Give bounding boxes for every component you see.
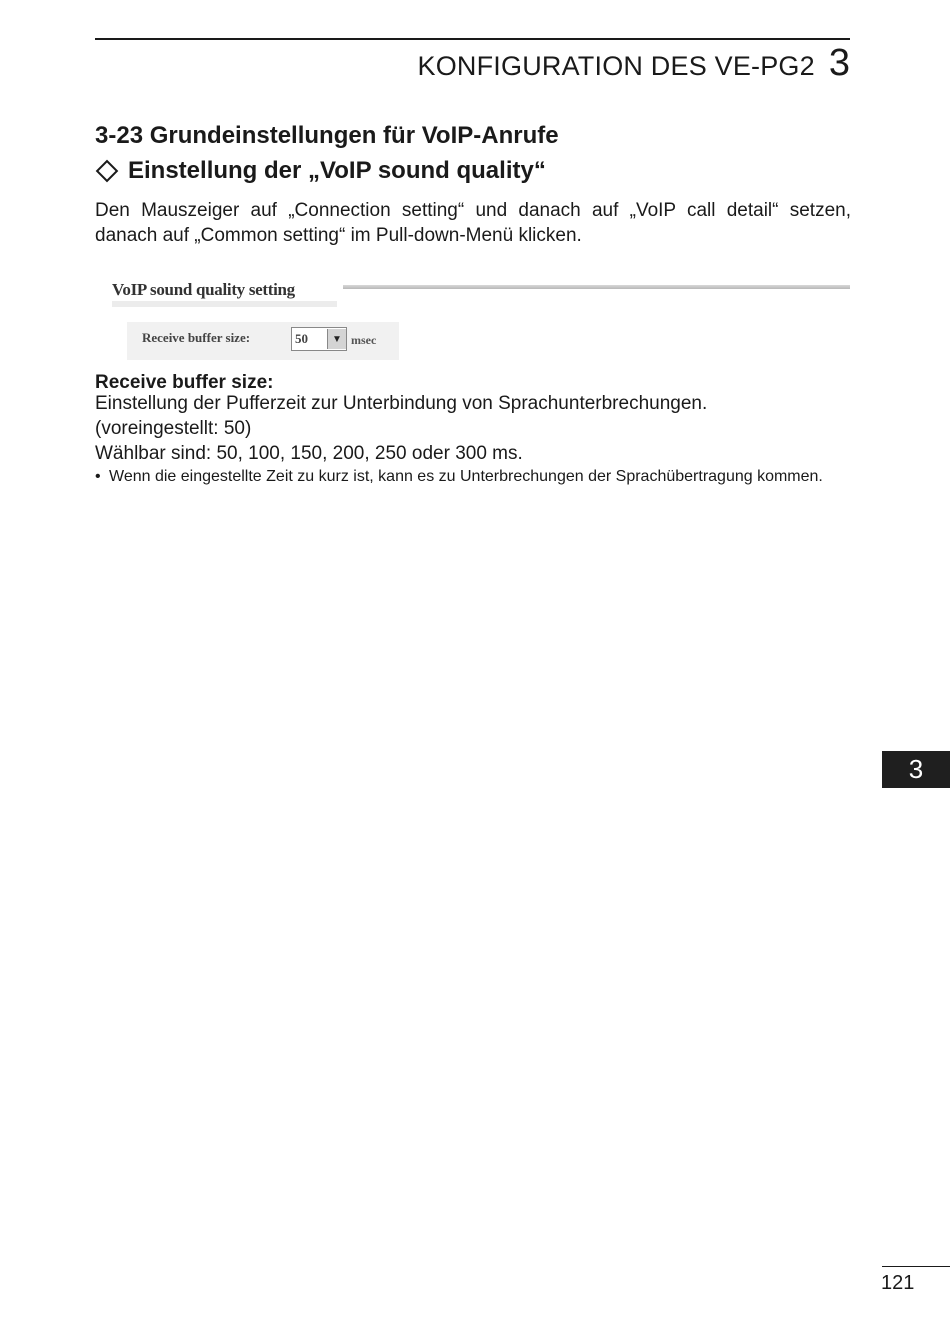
field-heading: Receive buffer size: bbox=[95, 372, 274, 393]
panel-divider bbox=[343, 285, 850, 289]
settings-screenshot bbox=[103, 272, 851, 364]
bullet-icon: • bbox=[95, 468, 101, 485]
chevron-down-icon[interactable]: ▼ bbox=[327, 329, 346, 349]
subsection-title bbox=[95, 157, 546, 185]
page-number: 121 bbox=[881, 1272, 915, 1294]
subsection-title-text: Einstellung der „VoIP sound quality“ bbox=[128, 157, 546, 184]
diamond-icon bbox=[96, 160, 119, 183]
page-header bbox=[418, 42, 851, 85]
options-line: Wählbar sind: 50, 100, 150, 200, 250 oder 300 ms. bbox=[95, 443, 523, 464]
footer-rule bbox=[882, 1266, 950, 1267]
chapter-number: 3 bbox=[828, 42, 850, 84]
chapter-title: KONFIGURATION DES VE-PG2 bbox=[417, 51, 815, 81]
section-title: 3-23 Grundeinstellungen für VoIP-Anrufe bbox=[95, 122, 559, 149]
description-line: Einstellung der Pufferzeit zur Unterbindung von Sprachunterbrechungen. bbox=[95, 393, 708, 414]
chapter-tab: 3 bbox=[882, 751, 950, 788]
header-rule bbox=[95, 38, 850, 40]
bullet-note bbox=[95, 466, 850, 488]
receive-buffer-select[interactable] bbox=[291, 327, 347, 351]
field-description bbox=[95, 392, 707, 467]
select-value: 50 bbox=[295, 331, 308, 346]
bullet-note-text: Wenn die eingestellte Zeit zu kurz ist, kann es zu Unterbrechungen der Sprachübertragung kommen. bbox=[109, 468, 823, 485]
intro-paragraph: Den Mauszeiger auf „Connection setting“ und danach auf „VoIP call detail“ setzen, danach auf „Common setting“ im Pull-down-Menü klicken. bbox=[95, 200, 851, 246]
receive-buffer-label: Receive buffer size: bbox=[142, 330, 251, 345]
panel-title: VoIP sound quality setting bbox=[112, 280, 295, 299]
panel-title-shadow bbox=[112, 301, 337, 307]
unit-label: msec bbox=[351, 333, 377, 347]
default-value-line: (voreingestellt: 50) bbox=[95, 418, 252, 439]
